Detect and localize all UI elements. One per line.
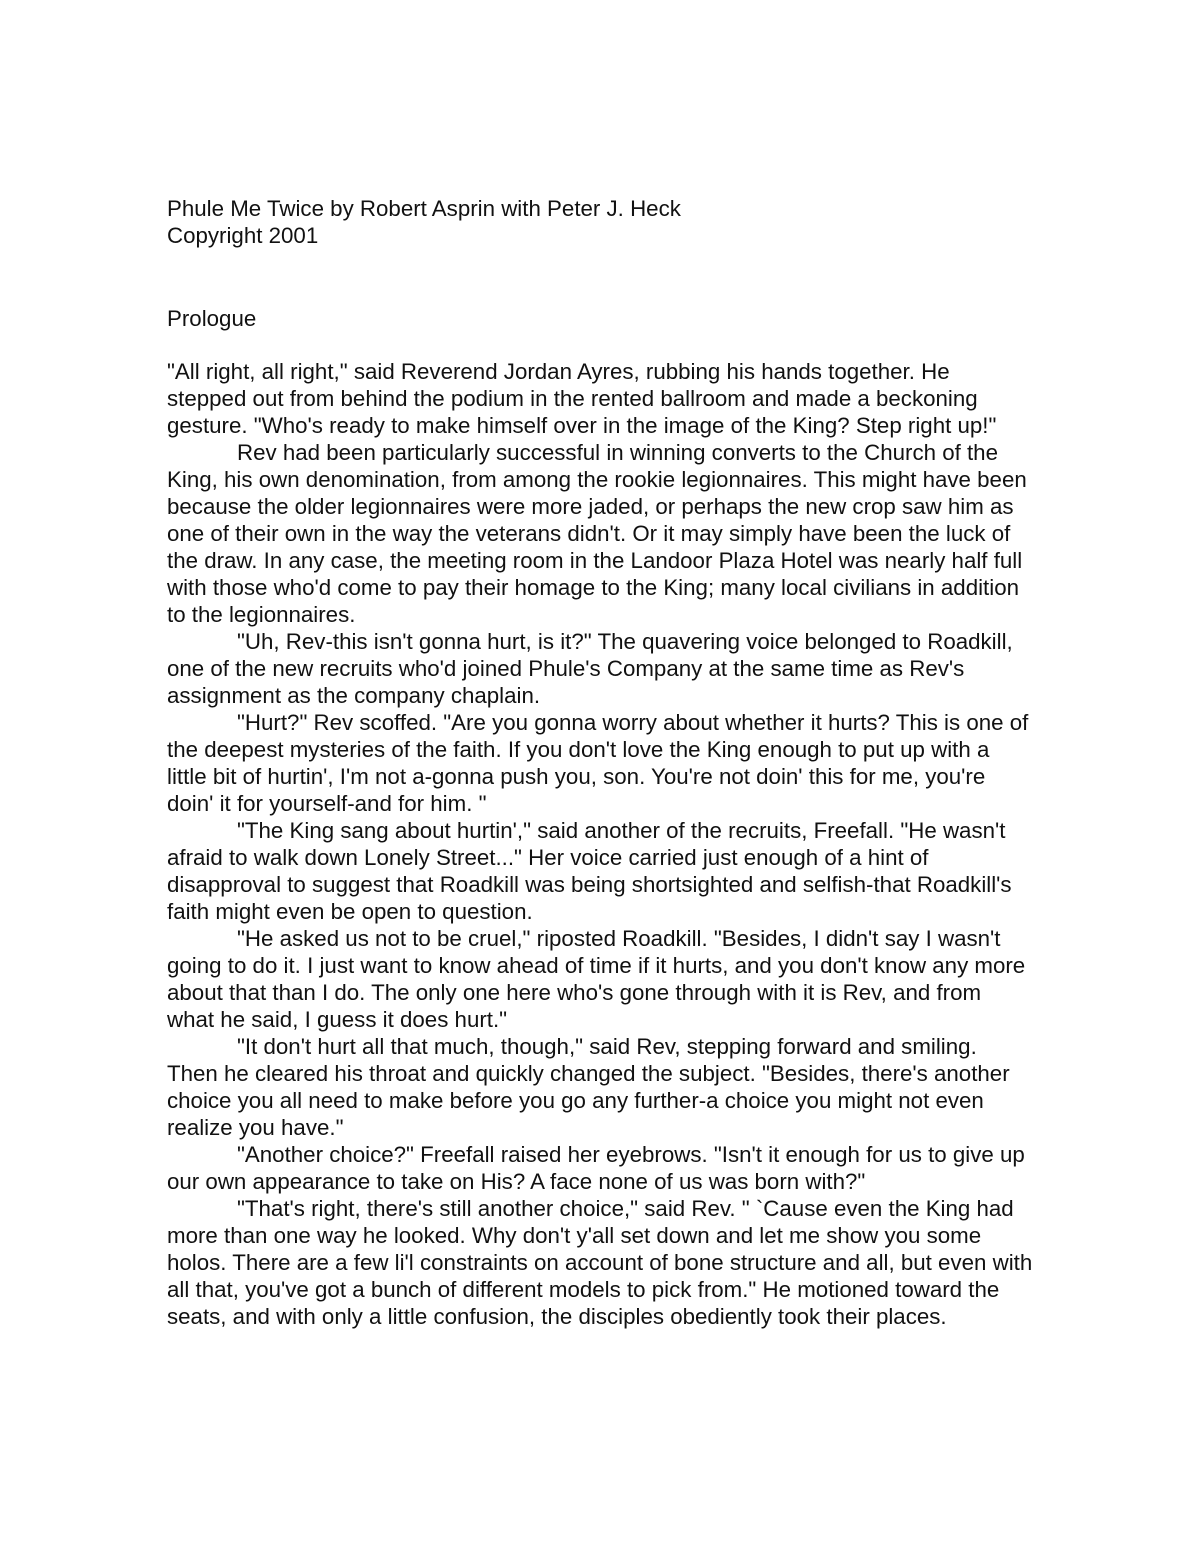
- paragraph: "All right, all right," said Reverend Jordan Ayres, rubbing his hands together. He stepped out from behind the podium in the rented ballroom and made a beckoning gesture. "Who's ready to make himself over in the image of the King? Step right up!": [167, 359, 997, 438]
- copyright-line: Copyright 2001: [167, 223, 319, 248]
- document-page: [167, 195, 1033, 1330]
- prologue-body: [167, 358, 1033, 1330]
- paragraph: "The King sang about hurtin'," said another of the recruits, Freefall. "He wasn't afraid to walk down Lonely Street..." Her voice carried just enough of a hint of disapproval to suggest that Roadkill was being shortsighted and selfish-that Roadkill's faith might even be open to question.: [167, 818, 1012, 924]
- paragraph: "Uh, Rev-this isn't gonna hurt, is it?" The quavering voice belonged to Roadkill, one of the new recruits who'd joined Phule's Company at the same time as Rev's assignment as the company chaplain.: [167, 629, 1013, 708]
- section-heading: Prologue: [167, 306, 257, 331]
- title-line: Phule Me Twice by Robert Asprin with Peter J. Heck: [167, 196, 681, 221]
- paragraph: "Hurt?" Rev scoffed. "Are you gonna worry about whether it hurts? This is one of the deepest mysteries of the faith. If you don't love the King enough to put up with a little bit of hurtin', I'm not a-gonna push you, son. You're not doin' this for me, you're doin' it for yourself-and for him. ": [167, 710, 1029, 816]
- paragraph: "It don't hurt all that much, though," said Rev, stepping forward and smiling. Then he cleared his throat and quickly changed the subject. "Besides, there's another choice you all need to make before you go any further-a choice you might not even realize you have.": [167, 1034, 1010, 1140]
- paragraph: Rev had been particularly successful in winning converts to the Church of the King, his own denomination, from among the rookie legionnaires. This might have been because the older legionnaires were more jaded, or perhaps the new crop saw him as one of their own in the way the veterans didn't. Or it may simply have been the luck of the draw. In any case, the meeting room in the Landoor Plaza Hotel was nearly half full with those who'd come to pay their homage to the King; many local civilians in addition to the legionnaires.: [167, 440, 1027, 627]
- paragraph: "Another choice?" Freefall raised her eyebrows. "Isn't it enough for us to give up our own appearance to take on His? A face none of us was born with?": [167, 1142, 1025, 1194]
- paragraph: "That's right, there's still another choice," said Rev. " `Cause even the King had more than one way he looked. Why don't y'all set down and let me show you some holos. There are a few li'l constraints on account of bone structure and all, but even with all that, you've got a bunch of different models to pick from." He motioned toward the seats, and with only a little confusion, the disciples obediently took their places.: [167, 1196, 1033, 1329]
- paragraph: "He asked us not to be cruel," riposted Roadkill. "Besides, I didn't say I wasn't going to do it. I just want to know ahead of time if it hurts, and you don't know any more about that than I do. The only one here who's gone through with it is Rev, and from what he said, I guess it does hurt.": [167, 926, 1026, 1032]
